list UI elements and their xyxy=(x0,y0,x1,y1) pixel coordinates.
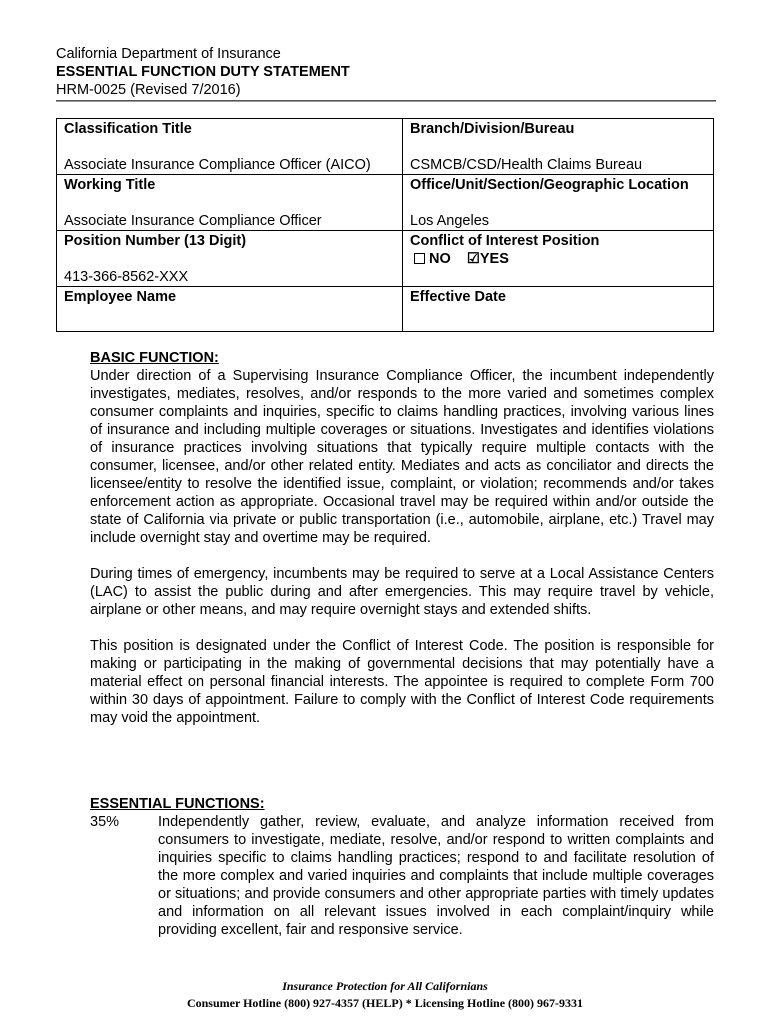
page-footer xyxy=(0,978,770,1012)
office-cell xyxy=(403,175,714,231)
conflict-of-interest-paragraph: This position is designated under the Conflict of Interest Code. The position is responsible for making or participating in the making of governmental decisions that may potentially have a material effect on personal financial interests. The appointee is required to complete Form 700 within 30 days of appointment. Failure to comply with the Conflict of Interest Code requirements may void the appointment. xyxy=(90,638,714,726)
basic-function-paragraph: Under direction of a Supervising Insurance Compliance Officer, the incumbent independently investigates, mediates, resolves, and/or responds to the more varied and sometimes complex consumer complaints and inquiries, specific to claims handling practices, involving various lines of insurance and including multiple coverages or situations. Investigates and identifies violations of insurance practices involving situations that typically require multiple contacts with the consumer, licensee, and/or other related entity. Mediates and acts as conciliator and directs the licensee/entity to resolve the identified issue, complaint, or violation; recommends and/or takes enforcement action as appropriate. Occasional travel may be required within and/or outside the state of California via private or public transportation (i.e., automobile, airplane, etc.) Travel may include overnight stay and overtime may be required. xyxy=(90,368,714,546)
office-value: Los Angeles xyxy=(410,212,490,229)
working-title-label: Working Title xyxy=(64,177,156,193)
no-checkbox[interactable] xyxy=(414,253,425,264)
employee-name-label: Employee Name xyxy=(64,289,177,305)
position-number-value: 413-366-8562-XXX xyxy=(64,268,189,285)
branch-value: CSMCB/CSD/Health Claims Bureau xyxy=(410,156,643,173)
no-option-label: NO xyxy=(429,250,451,267)
position-number-label: Position Number (13 Digit) xyxy=(64,233,247,249)
function-percent: 35% xyxy=(90,814,120,830)
working-title-cell xyxy=(57,175,403,231)
department-name: California Department of Insurance xyxy=(56,46,281,62)
essential-function-item xyxy=(90,813,714,939)
classification-value: Associate Insurance Compliance Officer (AICO) xyxy=(64,156,371,173)
branch-label: Branch/Division/Bureau xyxy=(410,121,575,137)
emergency-paragraph: During times of emergency, incumbents may be required to serve at a Local Assistance Centers (LAC) to assist the public during and after emergencies. This may require travel by vehicle, airplane or other means, and may require overnight stays and extended shifts. xyxy=(90,566,714,618)
branch-cell xyxy=(403,119,714,175)
document-title: ESSENTIAL FUNCTION DUTY STATEMENT xyxy=(56,64,350,80)
office-label: Office/Unit/Section/Geographic Location xyxy=(410,177,689,193)
basic-function-heading: BASIC FUNCTION: xyxy=(90,350,219,366)
conflict-options xyxy=(410,251,707,269)
position-number-cell xyxy=(57,231,403,287)
conflict-label: Conflict of Interest Position xyxy=(410,233,600,249)
classification-label: Classification Title xyxy=(64,121,192,137)
effective-date-cell xyxy=(403,287,714,332)
working-title-value: Associate Insurance Compliance Officer xyxy=(64,212,322,229)
basic-function-section xyxy=(90,349,714,727)
footer-tagline: Insurance Protection for All Californians xyxy=(282,979,488,993)
yes-checkbox-checked-icon[interactable]: ☑ xyxy=(466,250,480,267)
essential-functions-section xyxy=(90,795,714,939)
position-info-table xyxy=(56,118,714,332)
employee-name-cell xyxy=(57,287,403,332)
document-header xyxy=(56,45,716,99)
classification-cell xyxy=(57,119,403,175)
essential-functions-heading: ESSENTIAL FUNCTIONS: xyxy=(90,796,265,812)
function-description: Independently gather, review, evaluate, and analyze information received from consumers to investigate, mediate, resolve, and/or respond to written complaints and inquiries specific to claims handling practices; respond to and facilitate resolution of the more complex and varied inquiries and complaints that include multiple coverages or situations; and provide consumers and other appropriate parties with timely updates and information on all relevant issues involved in each complaint/inquiry while providing excellent, fair and responsive service. xyxy=(158,814,714,938)
footer-hotlines: Consumer Hotline (800) 927-4357 (HELP) * Licensing Hotline (800) 967-9331 xyxy=(186,996,584,1010)
effective-date-label: Effective Date xyxy=(410,289,506,305)
conflict-cell xyxy=(403,231,714,287)
yes-option-label: YES xyxy=(479,250,509,267)
header-divider xyxy=(56,100,716,102)
form-id: HRM-0025 (Revised 7/2016) xyxy=(56,82,241,98)
